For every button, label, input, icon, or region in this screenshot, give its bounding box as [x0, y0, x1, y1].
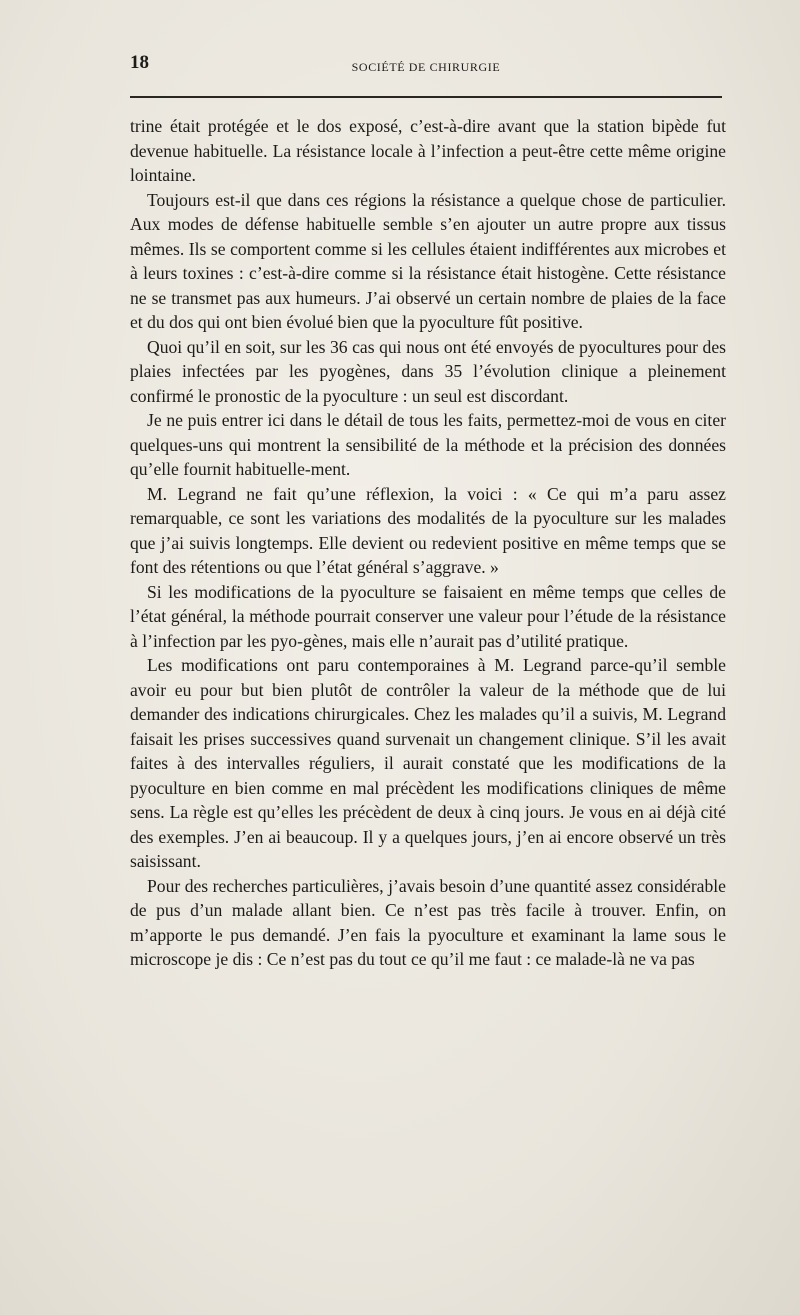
paragraph-6: Si les modifications de la pyoculture se faisaient en même temps que celles de l’état général, la méthode pourrait conserver une valeur pour l’étude de la résistance à l’infection par les pyo-gènes, mais elle n’aurait pas d’utilité pratique.: [130, 581, 726, 651]
paragraph-4: Je ne puis entrer ici dans le détail de tous les faits, permettez-moi de vous en citer quelques-uns qui montrent la sensibilité de la méthode et la précision des données qu’elle fournit habituelle-ment.: [130, 410, 726, 479]
paragraph-3: Quoi qu’il en soit, sur les 36 cas qui nous ont été envoyés de pyocultures pour des plaies infectées par les pyogènes, dans 35 l’évolution clinique a pleinement confirmé le pronostic de la pyoculture : un seul est discordant.: [130, 336, 726, 406]
running-title: SOCIÉTÉ DE CHIRURGIE: [351, 60, 501, 74]
paragraph-2: Toujours est-il que dans ces régions la résistance a quelque chose de particulier. Aux modes de défense habituelle semble s’en ajouter un autre propre aux tissus mêmes. Ils se comportent comme si les cellules étaient indifférentes aux microbes et à leurs toxines : c’est-à-dire comme si la résistance était histogène. Cette résistance ne se transmet pas aux humeurs. J’ai observé un certain nombre de plaies de la face et du dos qui ont bien évolué bien que la pyoculture fût positive.: [130, 189, 726, 332]
body-text: [130, 114, 726, 972]
paragraph-1: trine était protégée et le dos exposé, c’est-à-dire avant que la station bipède fut devenue habituelle. La résistance locale à l’infection a peut-être cette même origine lointaine.: [130, 116, 726, 185]
paragraph-7: Les modifications ont paru contemporaines à M. Legrand parce-qu’il semble avoir eu pour but bien plutôt de contrôler la valeur de la méthode que de lui demander des indications chirurgicales. Chez les malades qu’il a suivis, M. Legrand faisait les prises successives quand survenait un changement clinique. S’il les avait faites à des intervalles réguliers, il aurait constaté que les modifications de la pyoculture en bien comme en mal précèdent les modifications cliniques de même sens. La règle est qu’elles les précèdent de deux à cinq jours. Je vous en ai déjà cité des exemples. J’en ai beaucoup. Il y a quelques jours, j’en ai encore observé un très saisissant.: [130, 655, 726, 871]
page-header: [130, 52, 722, 82]
paragraph-8: Pour des recherches particulières, j’avais besoin d’une quantité assez considérable de pus d’un malade allant bien. Ce n’est pas très facile à trouver. Enfin, on m’apporte le pus demandé. J’en fais la pyoculture et examinant la lame sous le microscope je dis : Ce n’est pas du tout ce qu’il me faut : ce malade-là ne va pas: [130, 875, 726, 969]
paragraph-5: M. Legrand ne fait qu’une réflexion, la voici : « Ce qui m’a paru assez remarquable, ce sont les variations des modalités de la pyoculture sur les malades que j’ai suivis longtemps. Elle devient ou redevient positive en même temps que se font des rétentions ou que l’état général s’aggrave. »: [130, 483, 726, 577]
header-rule: [130, 96, 722, 98]
page-number: 18: [130, 52, 149, 73]
